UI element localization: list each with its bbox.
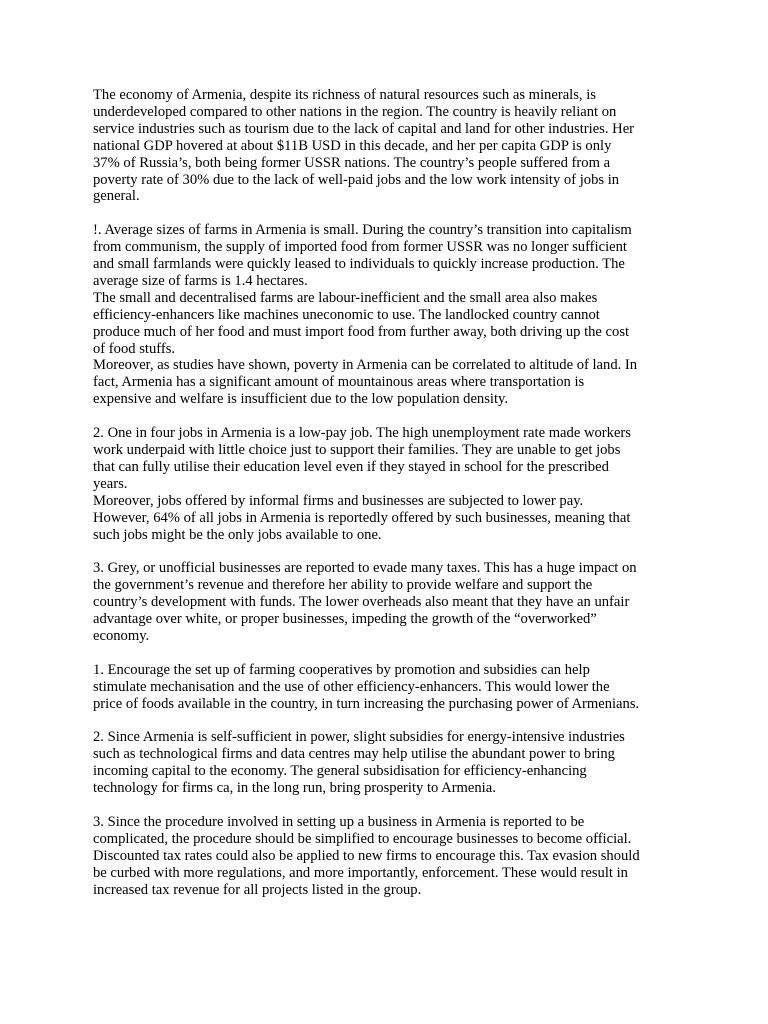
text-line: advantage over white, or proper businesses, impeding the growth of the “overworked” xyxy=(93,611,597,628)
text-line: work underpaid with little choice just to support their families. They are unable to get jobs xyxy=(93,442,621,458)
text-line: 2. Since Armenia is self-sufficient in power, slight subsidies for energy-intensive industries xyxy=(93,729,625,746)
text-line: incoming capital to the economy. The general subsidisation for efficiency-enhancing xyxy=(93,763,587,780)
paragraph-solution-cooperatives xyxy=(93,662,683,713)
paragraph-problem-low-pay-jobs xyxy=(93,425,683,543)
text-line: that can fully utilise their education level even if they stayed in school for the prescribed xyxy=(93,458,609,475)
text-line: from communism, the supply of imported food from former USSR was no longer sufficient xyxy=(93,239,627,256)
text-line: fact, Armenia has a significant amount of mountainous areas where transportation is xyxy=(93,374,585,391)
text-line: the government’s revenue and therefore her ability to provide welfare and support the xyxy=(93,577,593,594)
text-line: service industries such as tourism due to the lack of capital and land for other industries. Her xyxy=(93,120,635,137)
text-line: produce much of her food and must import food from further away, both driving up the cost xyxy=(93,323,630,340)
text-line: national GDP hovered at about $11B USD in this decade, and her per capita GDP is only xyxy=(93,137,612,154)
paragraph-economy-overview xyxy=(93,87,683,205)
text-line: complicated, the procedure should be simplified to encourage businesses to become official. xyxy=(93,830,632,847)
text-line: country’s development with funds. The lower overheads also meant that they have an unfair xyxy=(93,594,630,611)
text-line: poverty rate of 30% due to the lack of well-paid jobs and the low work intensity of jobs in xyxy=(93,171,620,188)
text-line: be curbed with more regulations, and more importantly, enforcement. These would result in xyxy=(93,864,628,881)
text-line: average size of farms is 1.4 hectares. xyxy=(93,272,308,289)
text-line: 3. Grey, or unofficial businesses are reported to evade many taxes. This has a huge impact on xyxy=(93,560,637,577)
text-line: and small farmlands were quickly leased to individuals to quickly increase production. The xyxy=(93,256,625,273)
text-line: economy. xyxy=(93,627,150,644)
text-line: efficiency-enhancers like machines uneconomic to use. The landlocked country cannot xyxy=(93,306,600,323)
text-line: technology for firms ca, in the long run, bring prosperity to Armenia. xyxy=(93,780,496,797)
text-line: 2. One in four jobs in Armenia is a low-pay job. The high unemployment rate made workers xyxy=(93,425,631,442)
text-line: The economy of Armenia, despite its richness of natural resources such as minerals, is xyxy=(93,87,596,103)
paragraph-solution-business-setup xyxy=(93,814,683,899)
text-line: 1. Encourage the set up of farming cooperatives by promotion and subsidies can help xyxy=(93,661,590,678)
text-line: expensive and welfare is insufficient due to the low population density. xyxy=(93,391,509,408)
text-line: Discounted tax rates could also be applied to new firms to encourage this. Tax evasion should xyxy=(93,847,640,864)
text-line: such jobs might be the only jobs available to one. xyxy=(93,526,382,543)
text-line: price of foods available in the country, in turn increasing the purchasing power of Armenians. xyxy=(93,695,640,712)
text-line: The small and decentralised farms are labour-inefficient and the small area also makes xyxy=(93,289,598,306)
paragraph-solution-energy-subsidies xyxy=(93,729,683,797)
text-line: Moreover, as studies have shown, poverty in Armenia can be correlated to altitude of land. In xyxy=(93,357,638,374)
document-body xyxy=(93,87,683,915)
text-line: 37% of Russia’s, both being former USSR nations. The country’s people suffered from a xyxy=(93,154,611,171)
text-line: stimulate mechanisation and the use of other efficiency-enhancers. This would lower the xyxy=(93,678,610,695)
text-line: !. Average sizes of farms in Armenia is small. During the country’s transition into capitalism xyxy=(93,222,632,239)
paragraph-problem-farms xyxy=(93,222,683,408)
text-line: general. xyxy=(93,188,140,205)
text-line: 3. Since the procedure involved in setting up a business in Armenia is reported to be xyxy=(93,813,585,830)
text-line: underdeveloped compared to other nations in the region. The country is heavily reliant on xyxy=(93,103,617,120)
text-line: of food stuffs. xyxy=(93,340,176,357)
text-line: However, 64% of all jobs in Armenia is reportedly offered by such businesses, meaning that xyxy=(93,509,631,526)
text-line: Moreover, jobs offered by informal firms and businesses are subjected to lower pay. xyxy=(93,492,584,509)
text-line: years. xyxy=(93,475,128,492)
paragraph-problem-grey-businesses xyxy=(93,560,683,645)
text-line: such as technological firms and data centres may help utilise the abundant power to bring xyxy=(93,746,615,763)
text-line: increased tax revenue for all projects listed in the group. xyxy=(93,881,422,898)
